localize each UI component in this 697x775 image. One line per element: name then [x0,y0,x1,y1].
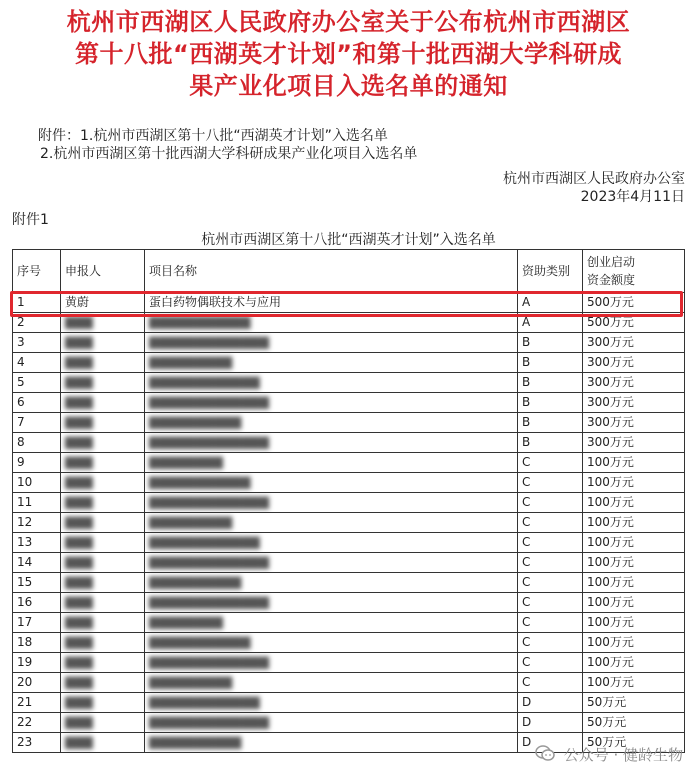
cell-funding: 100万元 [583,633,685,653]
cell-no: 4 [13,353,61,373]
table-row [13,573,685,593]
cell-funding: 300万元 [583,333,685,353]
issue-date: 2023年4月11日 [580,189,685,205]
cell-no: 3 [13,333,61,353]
redacted-text: ▇▇▇▇▇▇▇▇▇▇ [149,735,242,749]
table-row [13,333,685,353]
cell-funding: 500万元 [583,313,685,333]
cell-no: 19 [13,653,61,673]
table-row [13,353,685,373]
watermark [535,744,683,766]
cell-no: 21 [13,693,61,713]
cell-applicant [61,313,145,333]
cell-applicant [61,353,145,373]
cell-funding: 100万元 [583,653,685,673]
notice-title [0,6,697,102]
cell-no: 2 [13,313,61,333]
redacted-text: ▇▇▇ [65,695,93,709]
cell-funding: 100万元 [583,473,685,493]
cell-category: C [518,453,583,473]
cell-no: 16 [13,593,61,613]
redacted-text: ▇▇▇▇▇▇▇▇▇▇ [149,415,242,429]
cell-no: 9 [13,453,61,473]
cell-funding: 100万元 [583,593,685,613]
redacted-text: ▇▇▇▇▇▇▇▇ [149,455,223,469]
cell-project [145,433,518,453]
cell-no: 18 [13,633,61,653]
cell-project [145,413,518,433]
cell-funding: 100万元 [583,453,685,473]
redacted-text: ▇▇▇ [65,355,93,369]
title-line-2: 第十八批“西湖英才计划”和第十批西湖大学科研成 [74,40,623,68]
redacted-text: ▇▇▇ [65,335,93,349]
redacted-text: ▇▇▇▇▇▇▇▇▇▇▇▇ [149,375,260,389]
cell-category: D [518,733,583,753]
cell-applicant [61,653,145,673]
cell-category: C [518,673,583,693]
table-row [13,313,685,333]
table-row [13,393,685,413]
cell-project [145,713,518,733]
redacted-text: ▇▇▇ [65,515,93,529]
cell-project [145,493,518,513]
header-project: 项目名称 [145,250,518,293]
table-row [13,473,685,493]
attachment-list [38,127,417,163]
cell-funding: 100万元 [583,573,685,593]
cell-funding: 300万元 [583,393,685,413]
cell-category: B [518,433,583,453]
cell-applicant [61,633,145,653]
cell-no: 10 [13,473,61,493]
table-row [13,493,685,513]
cell-funding: 100万元 [583,613,685,633]
cell-no: 1 [13,293,61,313]
redacted-text: ▇▇▇ [65,495,93,509]
redacted-text: ▇▇▇▇▇▇▇▇▇ [149,675,233,689]
cell-category: C [518,513,583,533]
table-row [13,693,685,713]
cell-no: 11 [13,493,61,513]
cell-no: 12 [13,513,61,533]
cell-project [145,333,518,353]
cell-funding: 50万元 [583,733,685,753]
cell-project [145,653,518,673]
cell-no: 22 [13,713,61,733]
cell-applicant [61,673,145,693]
cell-applicant [61,613,145,633]
redacted-text: ▇▇▇ [65,575,93,589]
cell-applicant [61,733,145,753]
attachment-1: 附件：1.杭州市西湖区第十八批“西湖英才计划”入选名单 [38,128,388,144]
table-row [13,653,685,673]
redacted-text: ▇▇▇▇▇▇▇▇▇▇▇▇▇ [149,595,269,609]
cell-applicant: 黄蔚 [61,293,145,313]
redacted-text: ▇▇▇▇▇▇▇▇▇▇▇▇▇ [149,395,269,409]
redacted-text: ▇▇▇ [65,615,93,629]
redacted-text: ▇▇▇▇▇▇▇▇▇▇▇ [149,315,251,329]
header-funding [583,250,685,293]
redacted-text: ▇▇▇ [65,555,93,569]
cell-category: B [518,393,583,413]
wechat-icon [535,745,555,765]
cell-funding: 100万元 [583,553,685,573]
header-no: 序号 [13,250,61,293]
redacted-text: ▇▇▇▇▇▇▇▇▇ [149,355,233,369]
cell-applicant [61,413,145,433]
cell-category: D [518,713,583,733]
cell-project [145,733,518,753]
cell-funding: 300万元 [583,433,685,453]
redacted-text: ▇▇▇ [65,635,93,649]
cell-project [145,673,518,693]
cell-funding: 500万元 [583,293,685,313]
table-row [13,513,685,533]
cell-category: B [518,353,583,373]
redacted-text: ▇▇▇▇▇▇▇▇▇▇▇▇▇ [149,435,269,449]
cell-category: C [518,473,583,493]
redacted-text: ▇▇▇ [65,655,93,669]
issuer-name: 杭州市西湖区人民政府办公室 [503,171,685,187]
cell-applicant [61,473,145,493]
cell-category: B [518,373,583,393]
selection-table [12,249,685,753]
cell-project [145,613,518,633]
cell-project [145,533,518,553]
table-row [13,533,685,553]
redacted-text: ▇▇▇▇▇▇▇▇▇ [149,515,233,529]
cell-project [145,693,518,713]
cell-funding: 100万元 [583,493,685,513]
redacted-text: ▇▇▇▇▇▇▇▇▇▇▇▇ [149,695,260,709]
redacted-text: ▇▇▇▇▇▇▇▇▇▇▇▇▇ [149,715,269,729]
cell-category: D [518,693,583,713]
cell-project [145,553,518,573]
cell-project [145,573,518,593]
cell-applicant [61,453,145,473]
cell-funding: 100万元 [583,533,685,553]
issuer-block [503,170,685,206]
attachment-2: 2.杭州市西湖区第十批西湖大学科研成果产业化项目入选名单 [40,146,418,162]
cell-category: C [518,493,583,513]
table-row [13,593,685,613]
cell-no: 8 [13,433,61,453]
header-funding-line2: 资金额度 [587,273,636,287]
redacted-text: ▇▇▇▇▇▇▇▇▇▇▇ [149,635,251,649]
table-body [13,293,685,753]
redacted-text: ▇▇▇▇▇▇▇▇▇▇▇▇▇ [149,555,269,569]
cell-applicant [61,433,145,453]
cell-applicant [61,393,145,413]
cell-no: 17 [13,613,61,633]
table-row [13,713,685,733]
cell-category: C [518,573,583,593]
cell-applicant [61,493,145,513]
cell-funding: 50万元 [583,713,685,733]
redacted-text: ▇▇▇ [65,475,93,489]
cell-project [145,353,518,373]
cell-category: C [518,633,583,653]
annex-label: 附件1 [12,212,49,228]
table-row [13,293,685,313]
cell-funding: 300万元 [583,353,685,373]
header-applicant: 申报人 [61,250,145,293]
redacted-text: ▇▇▇ [65,375,93,389]
cell-project [145,473,518,493]
redacted-text: ▇▇▇▇▇▇▇▇▇▇▇▇▇ [149,495,269,509]
cell-category: C [518,593,583,613]
title-line-3: 果产业化项目入选名单的通知 [189,72,508,100]
table-row [13,633,685,653]
cell-project [145,633,518,653]
cell-no: 6 [13,393,61,413]
cell-applicant [61,553,145,573]
table-row [13,613,685,633]
cell-no: 15 [13,573,61,593]
redacted-text: ▇▇▇▇▇▇▇▇▇▇▇▇ [149,535,260,549]
table-row [13,453,685,473]
cell-funding: 300万元 [583,413,685,433]
title-line-1: 杭州市西湖区人民政府办公室关于公布杭州市西湖区 [66,8,631,36]
cell-category: C [518,653,583,673]
cell-funding: 100万元 [583,513,685,533]
cell-category: A [518,293,583,313]
cell-project: 蛋白药物偶联技术与应用 [145,293,518,313]
cell-category: C [518,553,583,573]
cell-applicant [61,593,145,613]
cell-project [145,313,518,333]
redacted-text: ▇▇▇▇▇▇▇▇ [149,615,223,629]
cell-funding: 300万元 [583,373,685,393]
cell-no: 14 [13,553,61,573]
cell-applicant [61,573,145,593]
cell-funding: 100万元 [583,673,685,693]
cell-applicant [61,533,145,553]
redacted-text: ▇▇▇▇▇▇▇▇▇▇ [149,575,242,589]
cell-category: C [518,533,583,553]
cell-no: 13 [13,533,61,553]
cell-funding: 50万元 [583,693,685,713]
redacted-text: ▇▇▇▇▇▇▇▇▇▇▇ [149,475,251,489]
cell-applicant [61,513,145,533]
redacted-text: ▇▇▇ [65,675,93,689]
redacted-text: ▇▇▇▇▇▇▇▇▇▇▇▇▇ [149,655,269,669]
cell-no: 20 [13,673,61,693]
redacted-text: ▇▇▇ [65,315,93,329]
cell-applicant [61,713,145,733]
header-category: 资助类别 [518,250,583,293]
cell-category: B [518,333,583,353]
cell-no: 7 [13,413,61,433]
table-caption: 杭州市西湖区第十八批“西湖英才计划”入选名单 [201,232,496,248]
table-row [13,373,685,393]
cell-category: A [518,313,583,333]
cell-project [145,593,518,613]
redacted-text: ▇▇▇ [65,735,93,749]
redacted-text: ▇▇▇ [65,715,93,729]
cell-no: 23 [13,733,61,753]
cell-applicant [61,693,145,713]
redacted-text: ▇▇▇ [65,435,93,449]
cell-project [145,373,518,393]
redacted-text: ▇▇▇ [65,595,93,609]
redacted-text: ▇▇▇ [65,535,93,549]
watermark-text: 公众号 · 健龄生物 [563,745,683,764]
redacted-text: ▇▇▇ [65,415,93,429]
table-row [13,433,685,453]
cell-project [145,393,518,413]
table-row [13,673,685,693]
table-row [13,413,685,433]
cell-project [145,453,518,473]
table-header-row [13,250,685,293]
cell-category: B [518,413,583,433]
redacted-text: ▇▇▇▇▇▇▇▇▇▇▇▇▇ [149,335,269,349]
cell-project [145,513,518,533]
redacted-text: ▇▇▇ [65,395,93,409]
table-row [13,553,685,573]
cell-no: 5 [13,373,61,393]
cell-applicant [61,333,145,353]
redacted-text: ▇▇▇ [65,455,93,469]
cell-category: C [518,613,583,633]
header-funding-line1: 创业启动 [587,255,636,269]
cell-applicant [61,373,145,393]
